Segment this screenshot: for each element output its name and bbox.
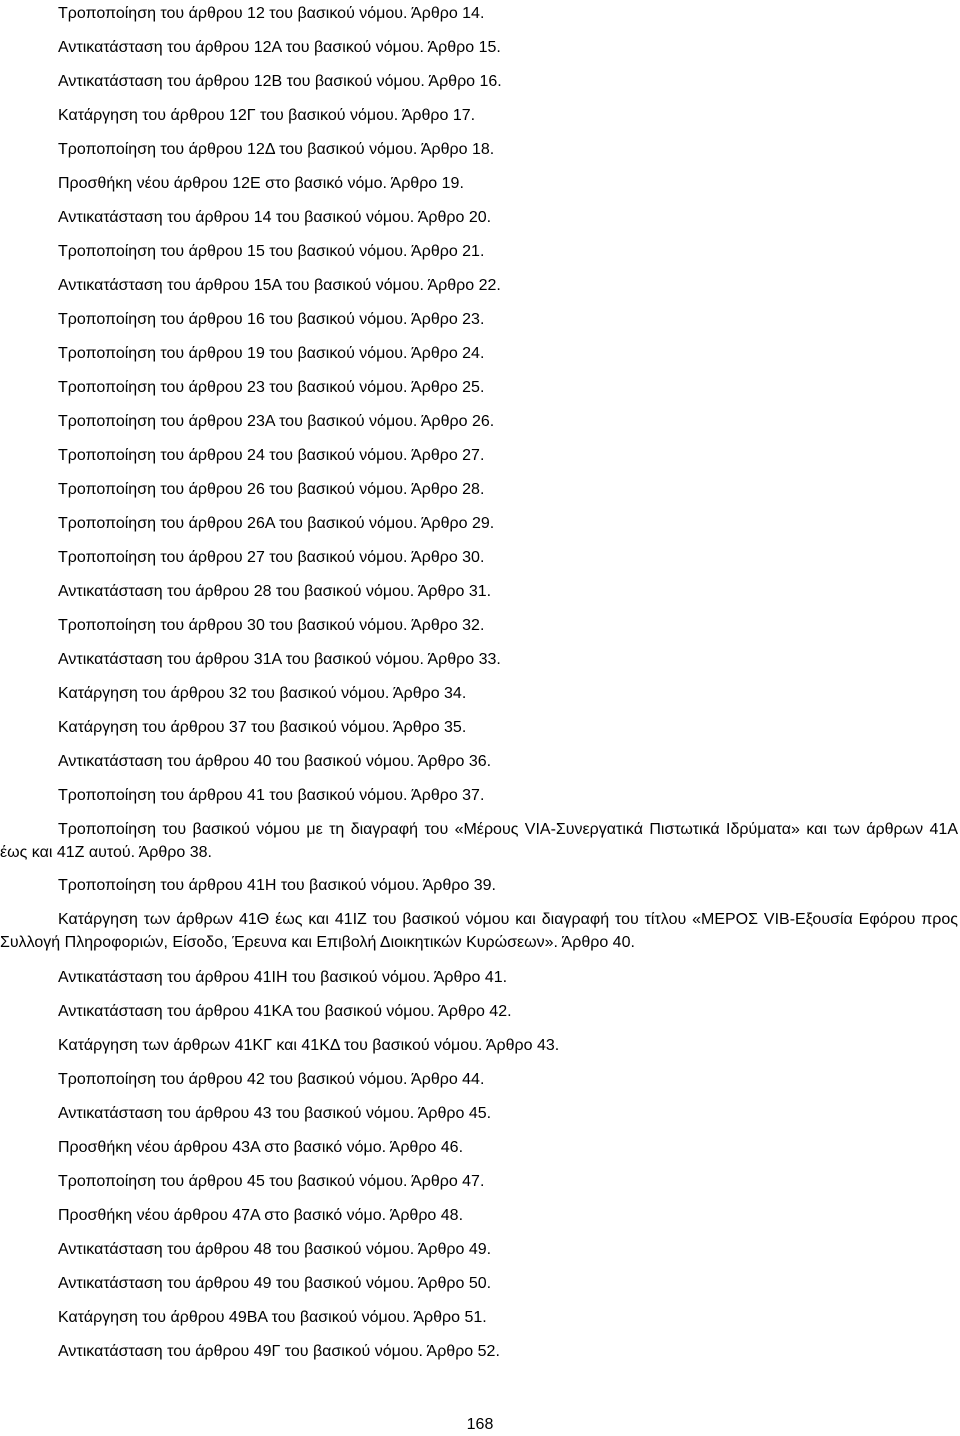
toc-entry: Αντικατάσταση του άρθρου 43 του βασικού νόμου. Άρθρο 45. xyxy=(58,1105,492,1122)
toc-entry: Αντικατάσταση του άρθρου 41ΚΑ του βασικού νόμου. Άρθρο 42. xyxy=(58,1003,512,1020)
toc-entry: Αντικατάσταση του άρθρου 15Α του βασικού νόμου. Άρθρο 22. xyxy=(58,277,501,294)
toc-entry: Τροποποίηση του άρθρου 15 του βασικού νόμου. Άρθρο 21. xyxy=(58,243,485,260)
table-of-contents xyxy=(0,2,960,1374)
toc-entry: Τροποποίηση του άρθρου 26 του βασικού νόμου. Άρθρο 28. xyxy=(58,481,485,498)
toc-entry: Αντικατάσταση του άρθρου 49Γ του βασικού νόμου. Άρθρο 52. xyxy=(58,1343,500,1360)
toc-entry: Κατάργηση του άρθρου 49ΒΑ του βασικού νόμου. Άρθρο 51. xyxy=(58,1309,487,1326)
toc-entry: Αντικατάσταση του άρθρου 14 του βασικού νόμου. Άρθρο 20. xyxy=(58,209,492,226)
toc-entry: Τροποποίηση του άρθρου 42 του βασικού νόμου. Άρθρο 44. xyxy=(58,1071,485,1088)
toc-entry: Κατάργηση του άρθρου 37 του βασικού νόμου. Άρθρο 35. xyxy=(58,719,467,736)
toc-entry: Τροποποίηση του άρθρου 16 του βασικού νόμου. Άρθρο 23. xyxy=(58,311,485,328)
toc-entry: Προσθήκη νέου άρθρου 43Α στο βασικό νόμο. Άρθρο 46. xyxy=(58,1139,464,1156)
toc-entry: Αντικατάσταση του άρθρου 31Α του βασικού νόμου. Άρθρο 33. xyxy=(58,651,501,668)
toc-entry: Προσθήκη νέου άρθρου 47Α στο βασικό νόμο. Άρθρο 48. xyxy=(58,1207,464,1224)
toc-entry: Κατάργηση των άρθρων 41ΚΓ και 41ΚΔ του βασικού νόμου. Άρθρο 43. xyxy=(58,1037,560,1054)
toc-list-bottom xyxy=(0,966,960,1374)
toc-entry: Τροποποίηση του άρθρου 27 του βασικού νόμου. Άρθρο 30. xyxy=(58,549,485,566)
toc-entry: Τροποποίηση του άρθρου 24 του βασικού νόμου. Άρθρο 27. xyxy=(58,447,485,464)
toc-entry: Αντικατάσταση του άρθρου 40 του βασικού νόμου. Άρθρο 36. xyxy=(58,753,492,770)
toc-entry-article-38: Τροποποίηση του βασικού νόμου με τη διαγραφή του «Μέρους VIA-Συνεργατικά Πιστωτικά Ιδρύματα» και των άρθρων 41Α έως και 41Ζ αυτού. Άρθρο 38. xyxy=(0,821,958,861)
toc-entry: Τροποποίηση του άρθρου 41 του βασικού νόμου. Άρθρο 37. xyxy=(58,787,485,804)
toc-entry: Τροποποίηση του άρθρου 12 του βασικού νόμου. Άρθρο 14. xyxy=(58,5,485,22)
toc-entry: Προσθήκη νέου άρθρου 12Ε στο βασικό νόμο. Άρθρο 19. xyxy=(58,175,464,192)
toc-entry: Τροποποίηση του άρθρου 23 του βασικού νόμου. Άρθρο 25. xyxy=(58,379,485,396)
toc-entry: Τροποποίηση του άρθρου 23Α του βασικού νόμου. Άρθρο 26. xyxy=(58,413,495,430)
page-number: 168 xyxy=(466,1416,494,1433)
toc-entry-article-39: Τροποποίηση του άρθρου 41Η του βασικού νόμου. Άρθρο 39. xyxy=(58,877,496,894)
toc-entry: Αντικατάσταση του άρθρου 48 του βασικού νόμου. Άρθρο 49. xyxy=(58,1241,492,1258)
toc-entry: Τροποποίηση του άρθρου 30 του βασικού νόμου. Άρθρο 32. xyxy=(58,617,485,634)
toc-entry: Τροποποίηση του άρθρου 26Α του βασικού νόμου. Άρθρο 29. xyxy=(58,515,495,532)
toc-entry: Τροποποίηση του άρθρου 12Δ του βασικού νόμου. Άρθρο 18. xyxy=(58,141,495,158)
toc-entry: Τροποποίηση του άρθρου 19 του βασικού νόμου. Άρθρο 24. xyxy=(58,345,485,362)
toc-entry: Τροποποίηση του άρθρου 45 του βασικού νόμου. Άρθρο 47. xyxy=(58,1173,485,1190)
toc-entry: Αντικατάσταση του άρθρου 41ΙΗ του βασικού νόμου. Άρθρο 41. xyxy=(58,969,508,986)
toc-entry: Κατάργηση του άρθρου 32 του βασικού νόμου. Άρθρο 34. xyxy=(58,685,467,702)
toc-entry: Αντικατάσταση του άρθρου 12Β του βασικού νόμου. Άρθρο 16. xyxy=(58,73,502,90)
toc-entry-article-40: Κατάργηση των άρθρων 41Θ έως και 41ΙΖ του βασικού νόμου και διαγραφή του τίτλου «ΜΕΡΟΣ VIB-Εξουσία Εφόρου προς Συλλογή Πληροφοριών, Είσοδο, Έρευνα και Επιβολή Διοικητικών Κυρώσεων». Άρθρο 40. xyxy=(0,911,958,951)
toc-entry: Κατάργηση του άρθρου 12Γ του βασικού νόμου. Άρθρο 17. xyxy=(58,107,476,124)
toc-entry: Αντικατάσταση του άρθρου 49 του βασικού νόμου. Άρθρο 50. xyxy=(58,1275,492,1292)
toc-list-top xyxy=(0,2,960,818)
toc-entry: Αντικατάσταση του άρθρου 12Α του βασικού νόμου. Άρθρο 15. xyxy=(58,39,501,56)
toc-entry: Αντικατάσταση του άρθρου 28 του βασικού νόμου. Άρθρο 31. xyxy=(58,583,492,600)
